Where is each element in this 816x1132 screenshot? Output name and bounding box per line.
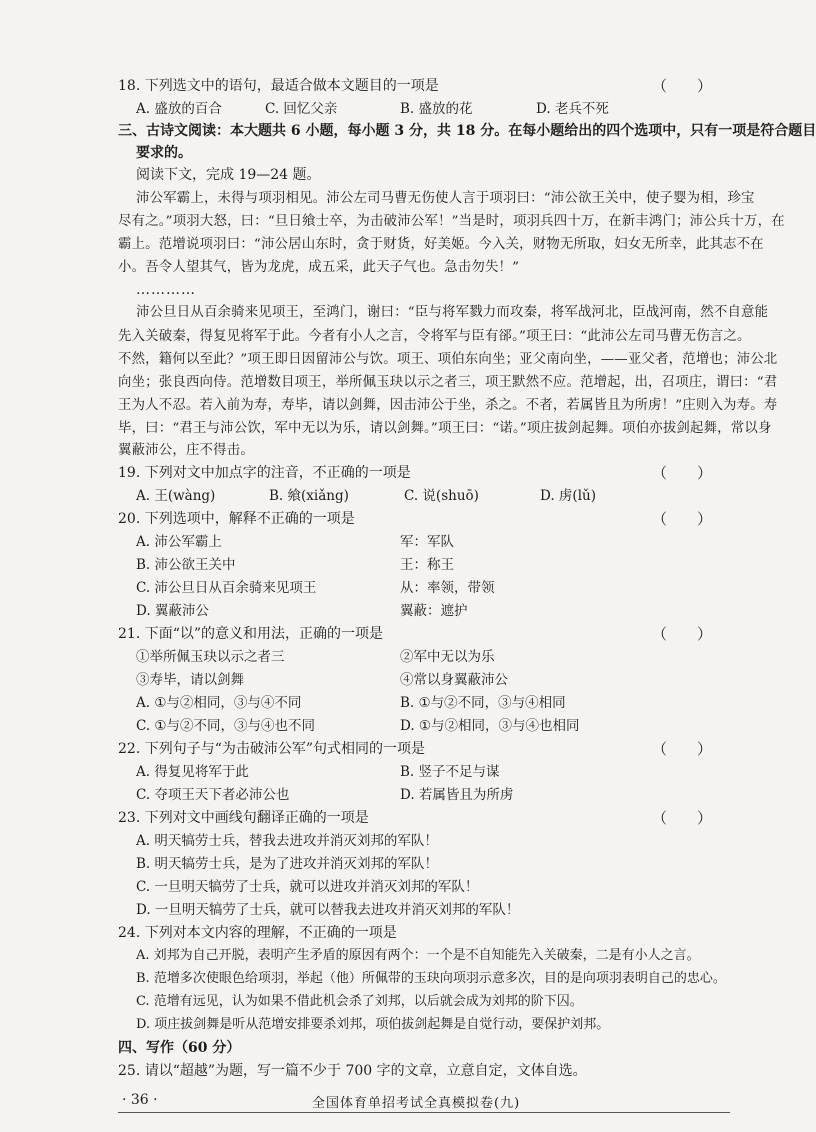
q20-option-a: A. 沛公军霸上 [136,534,222,550]
q24-option-c: C. 范增有远见，认为如果不借此机会杀了刘邦，以后就会成为刘邦的阶下囚。 [136,994,583,1009]
q23-answer-paren: （ ） [652,809,713,827]
q21-option-d: D. ①与②相同，③与④也相同 [400,718,580,734]
q18-answer-paren: （ ） [652,77,713,95]
q18-option-a: A. 盛放的百合 [136,101,222,117]
section4-heading: 四、写作（60 分） [118,1040,241,1056]
q20-option-d: D. 翼蔽沛公 [136,603,209,619]
reading-intro: 阅读下文，完成 19—24 题。 [136,167,321,183]
q21-option-c: C. ①与②不同，③与④也不同 [136,718,316,734]
q20-gloss-c: 从：率领，带领 [400,580,495,596]
passage-line: 不然，籍何以至此？”项王即日因留沛公与饮。项王、项伯东向坐；亚父南向坐，——亚父者，范增也；沛公北 [118,352,778,367]
q19-option-a: A. 王(wàng) [136,488,216,504]
q18-option-b: B. 盛放的花 [400,101,473,117]
passage-line: 王为人不忍。若入前为寿，寿毕，请以剑舞，因击沛公于坐，杀之。不者，若属皆且为所虏！”庄则入为寿。寿 [118,398,778,413]
q20-gloss-a: 军：军队 [400,534,454,550]
q23-stem: 23. 下列对文中画线句翻译正确的一项是 [118,810,369,826]
q24-option-b: B. 范增多次使眼色给项羽，举起（他）所佩带的玉玦向项羽示意多次，目的是向项羽表明自己的忠心。 [136,971,726,986]
q24-stem: 24. 下列对本文内容的理解，不正确的一项是 [118,925,397,941]
passage-line: 尽有之。”项羽大怒，曰：“旦日飨士卒，为击破沛公军！”当是时，项羽兵四十万，在新丰鸿门；沛公兵十万，在 [118,214,785,229]
q22-option-b: B. 竖子不足与谋 [400,764,500,780]
page-number: · 36 · [122,1092,158,1108]
q19-option-b: B. 飨(xiǎng) [269,488,349,504]
q20-option-b: B. 沛公欲王关中 [136,557,236,573]
q21-sentence-4: ④常以身翼蔽沛公 [400,672,508,688]
q20-gloss-d: 翼蔽：遮护 [400,603,468,619]
passage-line: 向坐；张良西向侍。范增数目项王，举所佩玉玦以示之者三，项王默然不应。范增起，出，召项庄，谓曰：“君 [118,375,778,390]
q18-stem: 18. 下列选文中的语句，最适合做本文题目的一项是 [118,78,439,94]
q22-option-a: A. 得复见将军于此 [136,764,249,780]
footer-rule [118,1112,730,1113]
passage-line: 霸上。范增说项羽曰：“沛公居山东时，贪于财货，好美姬。今入关，财物无所取，妇女无所幸，此其志不在 [118,237,764,252]
q23-option-c: C. 一旦明天犒劳了士兵，就可以进攻并消灭刘邦的军队！ [136,879,479,895]
q25-prompt: 25. 请以“超越”为题，写一篇不少于 700 字的文章，立意自定，文体自选。 [118,1063,587,1079]
q22-option-d: D. 若属皆且为所虏 [400,787,514,803]
passage-line: 沛公旦日从百余骑来见项王，至鸿门，谢曰：“臣与将军戮力而攻秦，将军战河北，臣战河南，然不自意能 [136,305,769,320]
q21-option-a: A. ①与②相同，③与④不同 [136,695,302,711]
q19-option-c: C. 说(shuō) [404,488,479,504]
passage-line: 小。吾令人望其气，皆为龙虎，成五采，此天子气也。急击勿失！” [118,260,520,275]
q23-option-a: A. 明天犒劳士兵，替我去进攻并消灭刘邦的军队！ [136,833,438,849]
q19-answer-paren: （ ） [652,464,713,482]
section3-heading: 三、古诗文阅读：本大题共 6 小题，每小题 3 分，共 18 分。在每小题给出的四个选项中，只有一项是符合题目 [118,123,816,139]
q24-option-a: A. 刘邦为自己开脱，表明产生矛盾的原因有两个：一个是不自知能先入关破秦，二是有小人之言。 [136,948,700,963]
q21-sentence-1: ①举所佩玉玦以示之者三 [136,649,285,665]
q21-option-b: B. ①与②不同，③与④相同 [400,695,566,711]
q22-answer-paren: （ ） [652,740,713,758]
section3-heading-cont: 要求的。 [136,145,192,161]
q21-stem: 21. 下面“以”的意义和用法，正确的一项是 [118,626,384,642]
q18-option-d: D. 老兵不死 [536,101,609,117]
q22-option-c: C. 夺项王天下者必沛公也 [136,787,290,803]
q20-stem: 20. 下列选项中，解释不正确的一项是 [118,511,355,527]
q20-answer-paren: （ ） [652,510,713,528]
q19-stem: 19. 下列对文中加点字的注音，不正确的一项是 [118,465,411,481]
q21-sentence-2: ②军中无以为乐 [400,649,495,665]
footer-title: 全国体育单招考试全真模拟卷(九) [312,1096,521,1111]
q20-gloss-b: 王：称王 [400,557,454,573]
q19-option-d: D. 虏(lǔ) [540,488,596,504]
q24-option-d: D. 项庄拔剑舞是听从范增安排要杀刘邦，项伯拔剑起舞是自觉行动，要保护刘邦。 [136,1017,610,1032]
passage-line: 先入关破秦，得复见将军于此。今者有小人之言，令将军与臣有郤。”项王曰：“此沛公左司马曹无伤言之。 [118,329,751,344]
q23-option-b: B. 明天犒劳士兵，是为了进攻并消灭刘邦的军队！ [136,856,439,872]
q23-option-d: D. 一旦明天犒劳了士兵，就可以替我去进攻并消灭刘邦的军队！ [136,902,520,918]
passage-line: 毕，曰：“君王与沛公饮，军中无以为乐，请以剑舞。”项王曰：“诺。”项庄拔剑起舞。项伯亦拔剑起舞，常以身 [118,421,772,436]
passage-line: 沛公军霸上，未得与项羽相见。沛公左司马曹无伤使人言于项羽曰：“沛公欲王关中，使子婴为相，珍宝 [136,191,755,206]
q18-option-c: C. 回忆父亲 [265,101,338,117]
q22-stem: 22. 下列句子与“为击破沛公军”句式相同的一项是 [118,741,426,757]
q21-answer-paren: （ ） [652,625,713,643]
passage-ellipsis: ………… [136,282,196,298]
q21-sentence-3: ③寿毕，请以剑舞 [136,672,244,688]
passage-line: 翼蔽沛公，庄不得击。 [118,443,254,458]
q20-option-c: C. 沛公旦日从百余骑来见项王 [136,580,317,596]
